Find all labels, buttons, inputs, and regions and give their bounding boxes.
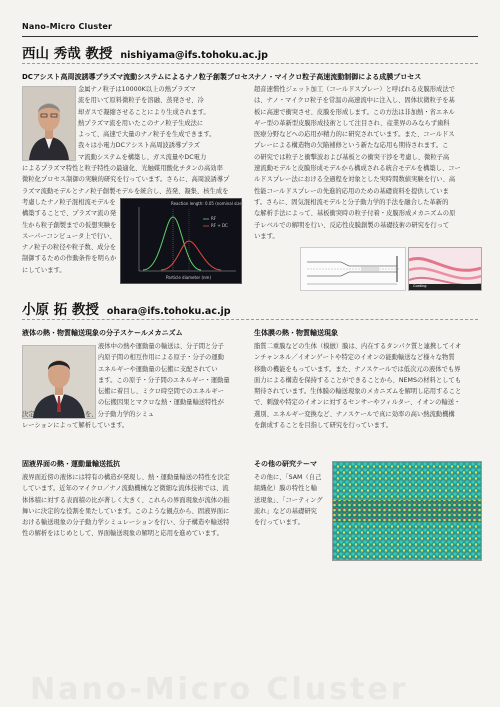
text-line: エネルギーや運動量の伝搬に支配されてい — [98, 365, 218, 373]
text-line: 移動の機能をもっています。また、ナノスケールでは低次元の液体でも界 — [254, 365, 461, 373]
text-line: 選別、エネルギー変換など、ナノスケールで真に効率の高い熱流動機構 — [254, 410, 455, 418]
text-line: プレーによる構造物の欠陥補修という新たな応用も期待されます。こ — [254, 142, 449, 150]
text-line: しています。近年のマイクロ／ナノ流動機械など微細な流体技術では、流 — [22, 485, 229, 493]
text-line: マ流動システムを構築し、ガス流量やDC電力 — [78, 153, 207, 161]
text-line: その他に、「SAM（自己 — [254, 474, 322, 481]
text-line: を行っています。 — [254, 519, 304, 527]
nozzle-schematic-figure — [300, 247, 406, 291]
text-line: 制御するための作動条件を明らか — [22, 255, 117, 263]
text-line: おける輸送現象の分子動力学シミュレーションを行い、分子構造や輸送特 — [22, 519, 230, 527]
research-heading-other: その他の研究テーマ — [254, 460, 317, 468]
text-coldspray — [254, 84, 480, 242]
chart-x-label: Particle diameter (nm) — [166, 275, 212, 280]
text-line: 超音速慣性ジェット加工（コールドスプレー）と呼ばれる皮膜形成法で — [254, 86, 455, 93]
text-line: 流を用いて原料微粒子を溶融、蒸発させ、冷 — [78, 97, 204, 105]
text-line: 舞いに決定的な役割を果たしています。このような観点から、固液界面に — [22, 507, 230, 515]
text-line: 流れ」などの基礎研究 — [254, 507, 317, 515]
text-line: 構築することで、プラズマ流の発 — [22, 210, 117, 218]
footer-watermark: Nano-Micro Cluster — [30, 672, 409, 707]
professor-name: 西山 秀哉 教授 — [22, 46, 113, 62]
text-line: ンチャンネル／イオンゲートや特定のイオンの能動輸送など様々な物質 — [254, 354, 455, 362]
text-plasma-intro — [78, 84, 244, 163]
chart-title: Reaction length: 0.05 (nominal size) — [171, 201, 244, 206]
portrait-image — [23, 87, 75, 160]
professor-email[interactable]: nishiyama@ifs.tohoku.ac.jp — [120, 50, 268, 61]
text-line: ルドスプレー法における全過程を対象とした実時間数値実験を行い、高 — [254, 176, 456, 184]
research-heading-coldspray: ナノ・マイクロ粒子高速流動制御による成膜プロセス — [254, 73, 422, 81]
text-line: 金属ナノ粒子は10000K以上の熱プラズマ — [78, 86, 196, 93]
text-line: 伝搬に着目し、ミクロ時空間でのエネルギー — [98, 388, 224, 396]
professor-name-nishiyama — [22, 42, 268, 62]
text-line: 性の解析をはじめとして、界面輸送現象の解明と応用を進めています。 — [22, 530, 223, 538]
chart-series-rf — [143, 217, 201, 270]
chart-legend-rfdc: RF + DC — [211, 223, 228, 228]
text-plasma-model — [22, 197, 122, 276]
chart-legend-rf: RF — [211, 216, 217, 221]
text-line: な解析手法によって、基板衝突時の粒子付着・皮膜形成メカニズムの原 — [254, 210, 456, 218]
text-line: 面力による構造を保持することができることから、NEMSの材料としても — [254, 376, 462, 384]
chart-plot — [121, 199, 244, 283]
text-line: 微粒化プロセス制御の実験的研究を行っています。さらに、高周波誘導プ — [22, 176, 230, 184]
text-line: で、刺激や特定のイオンに対するセンサーやフィルター、イオンの輸送・ — [254, 399, 461, 407]
text-line: 液界面近傍の液体には特有の構造が発現し、熱・運動量輸送の特性を決定 — [22, 474, 230, 481]
text-line: 脂質二重膜などの生体（模倣）膜は、内在するタンパク質と連携してイオ — [254, 343, 462, 350]
text-line: の研究では粒子と衝撃波および基板との衝突干渉を考慮し、微粒子高 — [254, 153, 450, 161]
text-line: 決定されるメカニズムを、分子動力学的シミュ — [22, 411, 155, 418]
text-line: 子レベルでの解明を行い、反応性皮膜創製の基礎技術の研究を行って — [254, 221, 450, 229]
text-line: 性能コールドスプレーの先進的応用のための基礎資料を提供していま — [254, 187, 449, 195]
text-line: 速流動モデルと皮膜形成モデルから構成される統合モデルを構築し、コー — [254, 165, 461, 173]
portrait-image — [23, 346, 95, 418]
text-line: ギー型の革新型皮膜形成技術として注目され、産業界のみならず歯科 — [254, 119, 450, 127]
text-line: ラズマ流動モデルとナノ粒子創製モデルを統合し、蒸発、凝集、核生成を — [22, 187, 229, 195]
header-rule — [22, 36, 478, 37]
research-heading-interface: 固液界面の熱・運動量輸送抵抗 — [22, 460, 120, 468]
professor-photo-nishiyama — [22, 86, 76, 161]
professor-photo-ohara — [22, 345, 96, 419]
text-line: 医療分野などへの応用が精力的に研究されています。また、コールドス — [254, 131, 455, 139]
text-line: 送現象」、「コーティング — [254, 496, 323, 504]
text-liquid-transport-cont — [22, 409, 244, 432]
particle-size-chart — [120, 198, 242, 284]
text-line: は、ナノ・マイクロ粒子を常温の高速流中に注入し、固体状微粒子を基 — [254, 97, 455, 105]
text-liquid-transport — [98, 341, 244, 409]
text-line: 液体中の熱や運動量の輸送は、分子間と分子 — [98, 343, 224, 350]
text-line: 熱プラズマ流を用いたこのナノ粒子生成法に — [78, 119, 204, 127]
text-line: ます。この原子・分子間のエネルギー・運動量 — [98, 376, 230, 384]
coating-label: Coating — [413, 284, 427, 288]
md-simulation-render — [333, 462, 481, 560]
text-line: によるプラズマ特性と粒子特性の最適化、光触媒用酸化チタンの高効率 — [22, 165, 223, 172]
text-line: います。 — [254, 232, 279, 240]
research-heading-liquid: 液体の熱・物質輸送現象の分子スケールメカニズム — [22, 329, 183, 337]
text-line: ナノ粒子の粒径や粒子数、成分を — [22, 244, 117, 252]
professor-name-ohara — [22, 298, 231, 318]
text-biomembrane — [254, 341, 480, 431]
research-heading-plasma: DCアシスト高周波誘導プラズマ流動システムによるナノ粒子創製プロセス — [22, 73, 255, 81]
text-line: 生から粒子創製までの仮想実験を — [22, 221, 117, 229]
cluster-header: Nano-Micro Cluster — [22, 22, 113, 31]
text-other-themes — [254, 472, 330, 528]
text-line: 期待されています。生体膜の輸送現象のメカニズムを解明し応用すること — [254, 388, 462, 396]
section-divider — [22, 319, 478, 320]
section-divider — [22, 63, 478, 64]
text-line: の伝搬因果とマクロな熱・運動量輸送特性が — [98, 399, 224, 407]
coating-simulation-figure — [408, 247, 482, 291]
text-line: スーパーコンピュータ上で行い、 — [22, 232, 116, 240]
text-interface — [22, 472, 244, 540]
research-heading-biomembrane: 生体膜の熱・物質輸送現象 — [254, 329, 338, 337]
text-line: 我々は小電力DCアシスト高周波誘導プラズ — [78, 142, 200, 150]
nozzle-diagram — [301, 248, 405, 290]
text-line: を創成することを目指して研究を行っています。 — [254, 422, 393, 430]
text-line: 体体積に対する表面積の比が著しく大きく、これらの界面現象が流体の振 — [22, 496, 230, 504]
text-line: 板に高速で衝突させ、皮膜を形成します。この方法は非加熱・省エネル — [254, 108, 455, 116]
text-line: レーションによって解析しています。 — [22, 422, 129, 430]
text-line: 却ガスで凝縮させることにより生成されます。 — [78, 108, 210, 116]
chart-series-rfdc — [161, 241, 221, 270]
text-line: 組織化）膜の特性と輸 — [254, 485, 317, 493]
text-line: よって、高速で大量のナノ粒子を生成できます。 — [78, 131, 216, 139]
text-line: す。さらに、固気混相流モデルと分子動力学的手法を融合した革新的 — [254, 198, 449, 206]
professor-email[interactable]: ohara@ifs.tohoku.ac.jp — [106, 306, 231, 317]
text-line: にしています。 — [22, 266, 66, 274]
text-plasma-middle — [22, 163, 244, 197]
text-line: 内原子間の相互作用による原子・分子の運動 — [98, 354, 224, 362]
professor-name: 小原 拓 教授 — [22, 302, 99, 318]
molecular-simulation-image — [332, 461, 482, 561]
text-line: 考慮したナノ粒子混相流モデルを — [22, 199, 116, 206]
